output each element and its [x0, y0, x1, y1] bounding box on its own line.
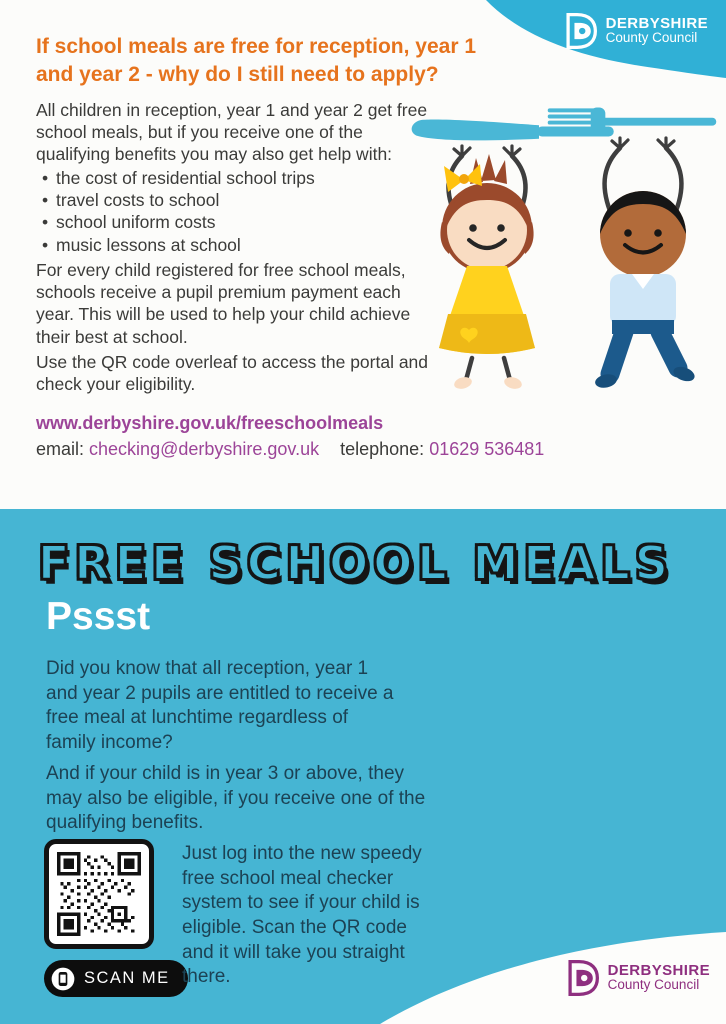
list-item: • school uniform costs	[36, 211, 436, 233]
email-link: checking@derbyshire.gov.uk	[89, 438, 320, 459]
list-item: • the cost of residential school trips	[36, 167, 436, 189]
qr-overleaf-paragraph: Use the QR code overleaf to access the portal and check your eligibility.	[36, 352, 429, 395]
logo-name: DERBYSHIRE	[605, 14, 708, 32]
pupil-premium-paragraph: For every child registered for free school meals, schools receive a pupil premium payment each year. This will be used to help your child achieve their best at school.	[36, 260, 411, 347]
phone-label: telephone:	[340, 438, 425, 459]
logo-subname: County Council	[607, 977, 700, 993]
intro-paragraph: All children in reception, year 1 and year 2 get free school meals, but if you receive one of the qualifying benefits you may also get help with:	[36, 100, 428, 165]
scan-me-pill	[44, 960, 188, 997]
logo-name: DERBYSHIRE	[607, 961, 710, 979]
pssst-heading: Pssst	[46, 595, 151, 638]
year3-paragraph: And if your child is in year 3 or above, they may also be eligible, if you receive one of the qualifying benefits.	[46, 763, 426, 834]
benefits-list	[36, 167, 436, 256]
fork-icon	[548, 108, 717, 133]
contact-block	[36, 412, 596, 461]
qr-code	[44, 839, 154, 949]
scan-me-label: SCAN ME	[84, 969, 170, 987]
kids-illustration-top	[400, 94, 722, 406]
derbyshire-d-icon	[559, 11, 599, 51]
derbyshire-logo-top	[559, 11, 708, 51]
phone-number: 01629 536481	[429, 438, 545, 459]
top-card	[0, 0, 726, 509]
did-you-know-paragraph: Did you know that all reception, year 1 and year 2 pupils are entitled to receive a free meal at lunchtime regardless of family income?	[46, 658, 394, 754]
free-school-meals-title: FREE SCHOOL MEALS	[38, 536, 673, 590]
qr-instructions-paragraph: Just log into the new speedy free school meal checker system to see if your child is eligible. Scan the QR code and it will take you straight there.	[182, 843, 422, 988]
boy-illustration	[594, 138, 697, 390]
qr-code-icon	[57, 852, 141, 936]
bottom-card	[0, 509, 726, 1024]
logo-subname: County Council	[605, 30, 698, 46]
phone-icon	[50, 966, 76, 992]
email-label: email:	[36, 438, 85, 459]
list-item: • music lessons at school	[36, 234, 436, 256]
page-title: If school meals are free for reception, year 1 and year 2 - why do I still need to apply?	[36, 35, 477, 86]
list-item: • travel costs to school	[36, 189, 436, 211]
derbyshire-d-icon	[561, 958, 601, 998]
website-link: www.derbyshire.gov.uk/freeschoolmeals	[36, 413, 384, 433]
derbyshire-logo-bottom	[561, 958, 710, 998]
girl-illustration	[439, 146, 535, 391]
